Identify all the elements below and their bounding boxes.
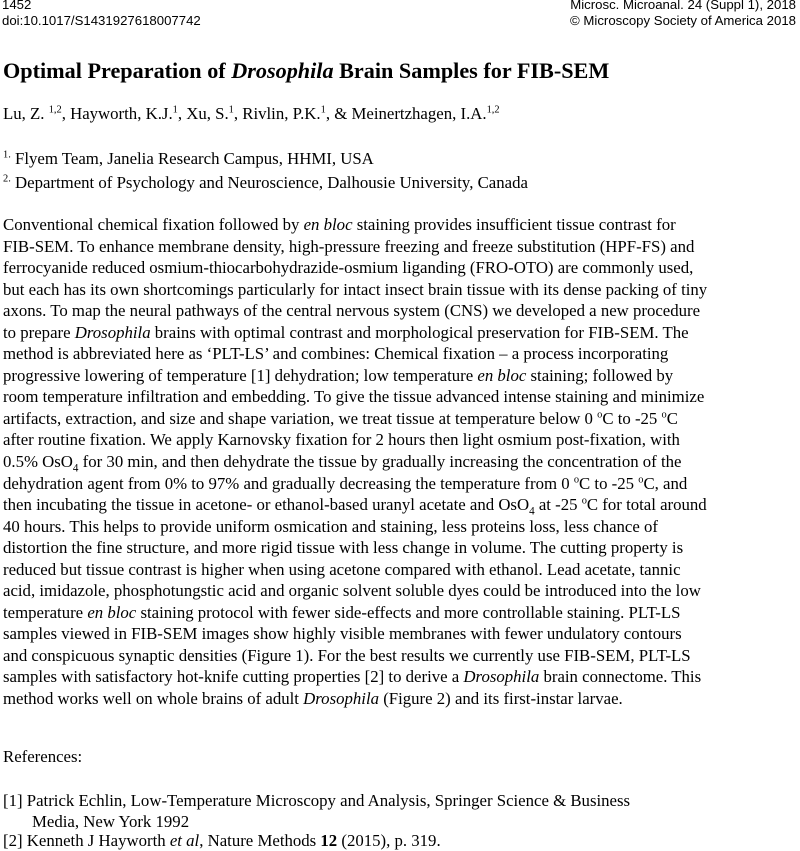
text-run: at -25: [534, 495, 582, 515]
degree-mark: o: [638, 473, 644, 485]
text-run: C, and: [643, 473, 688, 493]
paper-title: [3, 58, 609, 84]
author-name: Xu, S.: [186, 104, 229, 123]
running-header-left: [2, 0, 201, 29]
abstract-line: but each has its own shortcomings particularly for intact insect brain tissue with its dense packing of tiny: [3, 279, 708, 299]
text-run: [2] Kenneth J Hayworth: [3, 831, 170, 850]
degree-mark: o: [581, 495, 587, 507]
copyright-notice: © Microscopy Society of America 2018: [570, 13, 796, 28]
text-run: brain connectome. This: [539, 667, 702, 687]
abstract-line: [3, 494, 800, 516]
abstract-line: room temperature infiltration and embedding. To give the tissue advanced intense staining and minimize: [3, 387, 705, 407]
text-run: progressive lowering of temperature [1] dehydration; low temperature: [3, 365, 478, 385]
italic-run: en bloc: [477, 365, 527, 385]
abstract-line: [3, 408, 800, 430]
text-run: staining protocol with fewer side-effects and more controllable staining. PLT-LS: [136, 602, 681, 622]
text-run: C: [666, 408, 678, 428]
author-name: Hayworth, K.J.: [70, 104, 173, 123]
running-header-right: [570, 0, 796, 29]
reference-2: [3, 830, 441, 851]
title-part-1: Optimal Preparation of: [3, 58, 232, 83]
title-part-2: Brain Samples for FIB-SEM: [333, 58, 610, 83]
text-run: to prepare: [3, 322, 75, 342]
text-run: C for total around: [586, 495, 707, 515]
author-affiliation-mark: 1: [172, 104, 178, 116]
italic-run: et al: [169, 831, 200, 850]
title-italic: Drosophila: [231, 58, 334, 83]
abstract-line: FIB-SEM. To enhance membrane density, high-pressure freezing and freeze substitution (HPF-FS) and: [3, 236, 695, 256]
text-run: (2015), p. 319.: [337, 831, 441, 850]
abstract-line: acid, imidazole, phosphotungstic acid and organic solvent soluble dyes could be introduced into the low: [3, 581, 701, 601]
abstract-line: 40 hours. This helps to provide uniform osmication and staining, less proteins loss, less chance of: [3, 516, 659, 536]
affiliation-text: Department of Psychology and Neuroscience, Dalhousie University, Canada: [10, 173, 528, 192]
italic-run: Drosophila: [303, 689, 379, 709]
text-run: 0.5% OsO: [3, 452, 73, 472]
affiliation-1: [3, 149, 374, 169]
affiliation-2: [3, 173, 528, 193]
text-run: samples with satisfactory hot-knife cutting properties [2] to derive a: [3, 667, 464, 687]
text-run: method works well on whole brains of adult: [3, 689, 304, 709]
text-run: then incubating the tissue in acetone- or ethanol-based uranyl acetate and OsO: [3, 495, 530, 515]
abstract-line: [3, 688, 800, 710]
journal-citation: Microsc. Microanal. 24 (Suppl 1), 2018: [570, 0, 796, 12]
author-name: Lu, Z.: [3, 104, 49, 123]
abstract-line: distortion the fine structure, and more rigid tissue with less change in volume. The cutting property is: [3, 538, 684, 558]
abstract-line: method is abbreviated here as ‘PLT-LS’ and combines: Chemical fixation – a process incorporating: [3, 344, 669, 364]
abstract-line: axons. To map the neural pathways of the central nervous system (CNS) we developed a new procedure: [3, 301, 701, 321]
author-affiliation-mark: 1: [320, 104, 326, 116]
doi: doi:10.1017/S1431927618007742: [2, 13, 201, 28]
text-run: for 30 min, and then dehydrate the tissue by gradually increasing the concentration of the: [78, 452, 682, 472]
abstract-line: samples viewed in FIB-SEM images show highly visible membranes with fewer undulatory contours: [3, 624, 682, 644]
abstract-line: [3, 473, 800, 495]
abstract-line: [3, 602, 800, 624]
abstract-line: after routine fixation. We apply Karnovsky fixation for 2 hours then light osmium post-fixation, with: [3, 430, 680, 450]
italic-run: en bloc: [303, 215, 353, 234]
degree-mark: o: [573, 473, 580, 485]
abstract-line: [3, 451, 800, 473]
reference-1-continued: Media, New York 1992: [32, 812, 190, 831]
italic-run: Drosophila: [74, 322, 151, 342]
author-separator: , &: [325, 104, 352, 123]
references-heading: References:: [3, 747, 83, 766]
abstract-line: and conspicuous synaptic densities (Figure 1). For the best results we currently use FIB-SEM, PLT-LS: [3, 645, 691, 665]
author-name: Rivlin, P.K.: [242, 104, 321, 123]
affiliation-mark: 2.: [3, 173, 11, 185]
page-number: 1452: [2, 0, 32, 12]
affiliation-text: Flyem Team, Janelia Research Campus, HHMI, USA: [10, 149, 374, 168]
author-separator: ,: [61, 104, 71, 123]
text-run: staining; followed by: [526, 365, 674, 385]
abstract-body: [3, 214, 800, 710]
text-run: C to -25: [579, 473, 639, 493]
text-run: artifacts, extraction, and size and shape variation, we treat tissue at temperature below 0: [3, 408, 598, 428]
text-run: brains with optimal contrast and morphological preservation for FIB-SEM. The: [150, 322, 689, 342]
text-run: C to -25: [602, 408, 662, 428]
abstract-line: [3, 214, 800, 236]
author-affiliation-mark: 1,2: [486, 104, 500, 116]
degree-mark: o: [661, 409, 667, 421]
text-run: (Figure 2) and its first-instar larvae.: [379, 689, 623, 709]
text-run: dehydration agent from 0% to 97% and gradually decreasing the temperature from 0: [3, 473, 574, 493]
text-run: Conventional chemical fixation followed by: [3, 215, 304, 234]
author-separator: ,: [233, 104, 243, 123]
abstract-line: [3, 666, 800, 688]
text-run: staining provides insufficient tissue contrast for: [352, 215, 676, 234]
affiliation-mark: 1.: [3, 149, 11, 161]
subscript: 4: [72, 462, 79, 475]
author-affiliation-mark: 1,2: [48, 104, 62, 116]
text-run: temperature: [3, 602, 88, 622]
abstract-line: [3, 322, 800, 344]
reference-1: [1] Patrick Echlin, Low-Temperature Microscopy and Analysis, Springer Science & Business: [3, 791, 631, 810]
subscript: 4: [529, 505, 535, 518]
italic-run: en bloc: [87, 602, 137, 622]
abstract-line: reduced but tissue contrast is higher when using acetone compared with ethanol. Lead acetate, tannic: [3, 559, 681, 579]
volume-number: 12: [320, 831, 338, 850]
italic-run: Drosophila: [463, 667, 540, 687]
abstract-line: [3, 365, 800, 387]
text-run: , Nature Methods: [199, 831, 321, 850]
author-affiliation-mark: 1: [228, 104, 234, 116]
abstract-line: ferrocyanide reduced osmium-thiocarbohydrazide-osmium liganding (FRO-OTO) are commonly used,: [3, 258, 694, 278]
author-list: [3, 104, 500, 124]
author-separator: ,: [177, 104, 187, 123]
degree-mark: o: [597, 409, 603, 421]
author-name: Meinertzhagen, I.A.: [351, 104, 487, 123]
